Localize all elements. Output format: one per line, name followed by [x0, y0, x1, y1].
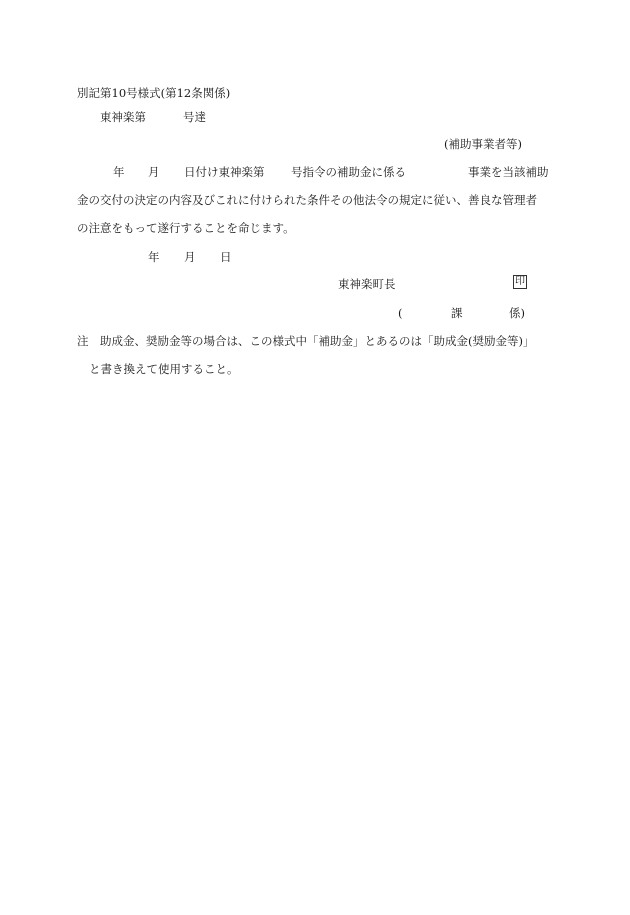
seal-box: 印 — [515, 276, 525, 287]
doc-number-prefix: 東神楽第 — [100, 110, 146, 124]
body-line-2: 金の交付の決定の内容及びこれに付けられた条件その他法令の規定に従い、善良な管理者 — [77, 193, 537, 207]
addressee: (補助事業者等) — [444, 137, 522, 151]
date-month: 月 — [184, 250, 196, 264]
body-directive-part: 号指令の補助金に係る — [291, 165, 406, 179]
body-year: 年 — [113, 165, 125, 179]
body-month: 月 — [148, 165, 160, 179]
contact-staff: 係) — [509, 306, 525, 320]
note-line-1: 注 助成金、奨励金等の場合は、この様式中「補助金」とあるのは「助成金(奨励金等)」 — [77, 334, 535, 348]
date-day: 日 — [220, 250, 232, 264]
form-id: 別記第10号様式(第12条関係) — [77, 86, 231, 100]
contact-section: 課 — [451, 306, 463, 320]
signatory-title: 東神楽町長 — [338, 277, 396, 291]
body-line-3: の注意をもって遂行することを命じます。 — [77, 221, 295, 235]
doc-number-suffix: 号達 — [183, 110, 206, 124]
note-line-2: と書き換えて使用すること。 — [89, 362, 239, 376]
body-date-part: 日付け東神楽第 — [184, 165, 265, 179]
contact-paren-open: ( — [398, 306, 403, 320]
body-project-part: 事業を当該補助 — [468, 165, 549, 179]
date-year: 年 — [148, 250, 160, 264]
